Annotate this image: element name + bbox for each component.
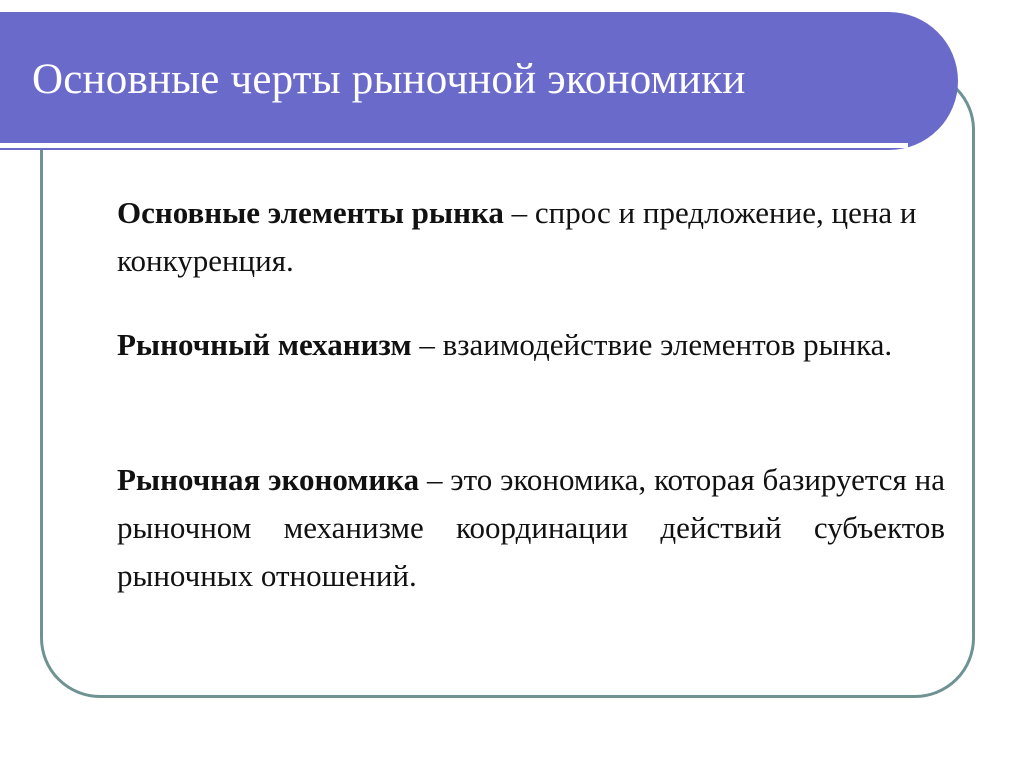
paragraph-market-elements [117, 189, 945, 285]
content-frame [40, 70, 975, 698]
paragraph-market-mechanism [117, 321, 945, 369]
title-underline [0, 143, 908, 148]
term-market-economy: Рыночная экономика [117, 462, 420, 497]
slide-title: Основные черты рыночной экономики [32, 56, 746, 103]
term-market-mechanism: Рыночный механизм [117, 327, 412, 362]
paragraph-market-economy [117, 456, 945, 600]
term-market-elements: Основные элементы рынка [117, 195, 504, 230]
definition-market-elements: – спрос и предложение, цена и конкуренция. [117, 195, 917, 278]
definition-market-economy: – это экономика, которая базируется на рыночном механизме координации действий субъектов рыночных отношений. [117, 462, 945, 593]
definition-market-mechanism: – взаимодействие элементов рынка. [411, 327, 893, 362]
title-bar [0, 12, 958, 150]
